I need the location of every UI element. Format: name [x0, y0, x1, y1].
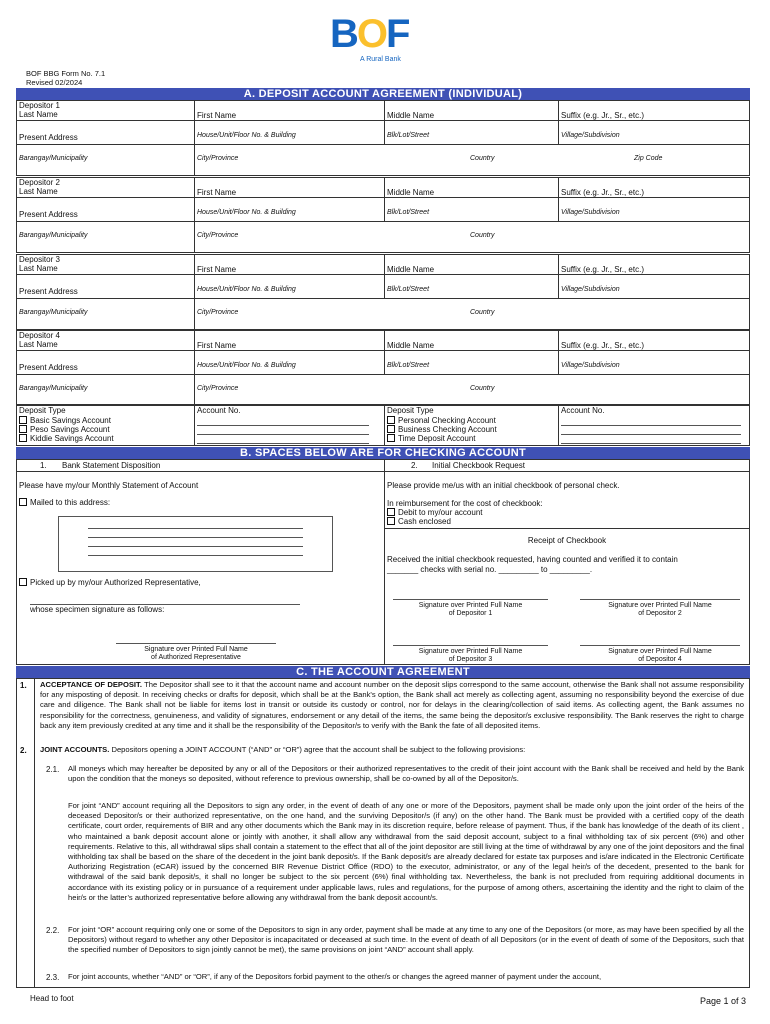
sig-dep2-line1: Signature over Printed Full Name	[608, 602, 712, 609]
kiddie-savings-option[interactable]: Kiddie Savings Account	[19, 434, 114, 443]
section-b-title: B. SPACES BELOW ARE FOR CHECKING ACCOUNT	[16, 447, 750, 459]
blk-label: Blk/Lot/Street	[387, 209, 430, 216]
kiddie-savings-checkbox[interactable]	[19, 434, 27, 442]
depositor-heading: Depositor 3	[19, 255, 60, 264]
barangay-label: Barangay/Municipality	[19, 385, 88, 392]
mailed-checkbox[interactable]	[19, 498, 27, 506]
received-line2: _______ checks with serial no. _________ to _________.	[387, 565, 593, 574]
bof-logo	[330, 14, 440, 66]
house-label: House/Unit/Floor No. & Building	[197, 286, 296, 293]
form-no-text: BOF BBG Form No. 7.1	[26, 69, 106, 78]
item1-title: Bank Statement Disposition	[62, 461, 161, 470]
sig-auth-line1: Signature over Printed Full Name	[144, 646, 248, 653]
suffix-label: Suffix (e.g. Jr., Sr., etc.)	[561, 341, 644, 350]
debit-checkbox[interactable]	[387, 508, 395, 516]
specimen-text: whose specimen signature as follows:	[30, 605, 165, 614]
first-name-label: First Name	[197, 111, 237, 120]
footer-left: Head to foot	[30, 994, 74, 1003]
first-name-label: First Name	[197, 188, 237, 197]
personal-checking-checkbox[interactable]	[387, 416, 395, 424]
business-checking-checkbox[interactable]	[387, 425, 395, 433]
last-name-label: Last Name	[19, 187, 58, 196]
deposit-type-label-right: Deposit Type	[387, 406, 434, 415]
p1-paragraph	[40, 680, 744, 731]
present-address-label: Present Address	[19, 133, 78, 142]
receipt-title: Receipt of Checkbook	[527, 536, 607, 545]
village-label: Village/Subdivision	[561, 286, 620, 293]
p22-text: For joint “OR” account requiring only one or some of the Depositors to sign in any order, payment shall be made at any time to any one of the Depositors (or more, as may have been specified by all the Depositors) without regard to whether any other Depositor is incapacitated or deceased at such time. In the event of death of all Depositors (or in the event of death of some of the Depositors, such that the specified number of Depositors to sign jointly cannot be met), the same provisions on joint “AND” account shall apply.	[68, 925, 744, 955]
p21b-text: For joint “AND” account requiring all the Depositors to sign any order, in the event of death of any one or more of the Depositors, payment shall be made only upon the joint order of the heirs of the deceased Depositor/s or their authorized representative, on the one hand, and the surviving Depositor/s (if any) on the other hand. The Bank must be provided with a certified copy of the death certificate, court order, requirements of BIR and any other documents which the Bank may in its discretion require, before release of payment. Thus, if the bank has knowledge of the death of its client , who maintained a bank deposit account alone or jointly with another, it shall allow any withdrawal from the said deposit account, subject to a final withholding tax of six percent (6%) and other requirements. Relative to this, all withdrawal slips shall contain a statement to the effect that all of the joint depositor are still living at the time of withdrawal by any one of the joint depositors and the final withholding tax shall be based on the share of the decedent in the joint bank deposit/s. If the Bank deposit/s are already declared for estate tax purposes and is/are indicated in the Electronic Certificate Authorizing Registration (eCAR) issued by the concerned BIR Revenue District Office (RDO) to the executor, administrator, or any of the legal heir/s of the decedent, presented to the bank for withdrawal of the said bank deposit/s, it shall no longer be subject to the six percent (6%) final withholding tax. Nevertheless, the bank is not precluded from requiring additional documents in accordance with its existing policy or in pursuance of a requirement under applicable laws, rules and regulations, for the purpose of among others, ascertaining the identity and the right to claim of the heir/s or the latter’s authorized representative before allowing any withdrawal from the bank deposit account/s.	[68, 801, 744, 902]
middle-name-label: Middle Name	[387, 111, 435, 120]
middle-name-label: Middle Name	[387, 341, 435, 350]
monthly-statement-text: Please have my/our Monthly Statement of Account	[19, 481, 199, 490]
account-no-label-left: Account No.	[197, 406, 241, 415]
sig-dep3-line2: of Depositor 3	[448, 656, 493, 663]
city-label: City/Province	[197, 155, 239, 162]
item2-num: 2.	[411, 461, 418, 470]
section-a-title: A. DEPOSIT ACCOUNT AGREEMENT (INDIVIDUAL)	[16, 88, 750, 100]
account-no-label-right: Account No.	[561, 406, 605, 415]
city-label: City/Province	[197, 232, 239, 239]
suffix-label: Suffix (e.g. Jr., Sr., etc.)	[561, 265, 644, 274]
section-c-title: C. THE ACCOUNT AGREEMENT	[16, 666, 750, 678]
p2-head: JOINT ACCOUNTS.	[40, 745, 110, 754]
city-label: City/Province	[197, 309, 239, 316]
picked-up-checkbox[interactable]	[19, 578, 27, 586]
sig-dep1-line2: of Depositor 1	[448, 610, 493, 617]
sig-dep2-line2: of Depositor 2	[638, 610, 682, 617]
barangay-label: Barangay/Municipality	[19, 309, 88, 316]
blk-label: Blk/Lot/Street	[387, 132, 430, 139]
logo-tagline: A Rural Bank	[360, 56, 401, 63]
last-name-label: Last Name	[19, 340, 58, 349]
cash-checkbox[interactable]	[387, 517, 395, 525]
depositor-heading: Depositor 1	[19, 101, 60, 110]
p2-text: Depositors opening a JOINT ACCOUNT (“AND” or “OR”) agree that the account shall be subject to the following provisions:	[111, 745, 526, 754]
item1-num: 1.	[40, 461, 47, 470]
middle-name-label: Middle Name	[387, 188, 435, 197]
sig-auth-line2: of Authorized Representative	[151, 654, 241, 661]
provide-me-text: Please provide me/us with an initial checkbook of personal check.	[387, 481, 620, 490]
p1-text: The Depositor shall see to it that the account name and account number on the deposit slips correspond to the same account, otherwise the Bank shall not assume responsibility for any misposting of deposit. In receiving checks or drafts for deposit, which shall be at the Bank's option, the Bank shall act merely as collecting agent, assuming no responsibility beyond the exercise of due care and diligence. The Bank shall not be liable for items lost in transit or outside its custody or control, nor for delays in the clearing/collection of said items. As collecting agent, the Bank assumes no responsibility for the correctness, genuineness, and validity of signatures, endorsement or any detail of the items, the same being the depositor/s exclusive responsibility. The Bank reserves the right to charge back any item previously credited at any time and it shall be the responsibility of the Depositor/s to verify with the Bank the fate of all deposited items.	[40, 680, 744, 730]
time-deposit-option[interactable]: Time Deposit Account	[387, 434, 476, 443]
logo-text: BOF	[330, 12, 409, 56]
city-label: City/Province	[197, 385, 239, 392]
p2-paragraph	[40, 745, 744, 755]
village-label: Village/Subdivision	[561, 362, 620, 369]
present-address-label: Present Address	[19, 287, 78, 296]
basic-savings-option[interactable]: Basic Savings Account	[19, 416, 111, 425]
peso-savings-option[interactable]: Peso Savings Account	[19, 425, 110, 434]
picked-up-option[interactable]: Picked up by my/our Authorized Representative,	[19, 578, 201, 587]
village-label: Village/Subdivision	[561, 132, 620, 139]
depositor-heading: Depositor 4	[19, 331, 60, 340]
mailed-option[interactable]: Mailed to this address:	[19, 498, 110, 507]
received-line1: Received the initial checkbook requested, having counted and verified it to contain	[387, 555, 678, 564]
blk-label: Blk/Lot/Street	[387, 362, 430, 369]
last-name-label: Last Name	[19, 264, 58, 273]
middle-name-label: Middle Name	[387, 265, 435, 274]
country-label: Country	[470, 385, 495, 392]
depositor-heading: Depositor 2	[19, 178, 60, 187]
time-deposit-checkbox[interactable]	[387, 434, 395, 442]
mailing-address-box[interactable]	[58, 516, 333, 572]
barangay-label: Barangay/Municipality	[19, 155, 88, 162]
personal-checking-option[interactable]: Personal Checking Account	[387, 416, 496, 425]
sig-dep1-line1: Signature over Printed Full Name	[418, 602, 523, 609]
item2-title: Initial Checkbook Request	[432, 461, 525, 470]
country-label: Country	[470, 155, 495, 162]
page-number: Page 1 of 3	[700, 996, 747, 1006]
sig-dep3-line1: Signature over Printed Full Name	[418, 648, 523, 655]
present-address-label: Present Address	[19, 210, 78, 219]
sig-dep4-line1: Signature over Printed Full Name	[608, 648, 712, 655]
country-label: Country	[470, 309, 495, 316]
p21-text: All moneys which may hereafter be deposited by any or all of the Depositors or their authorized representatives to the credit of their joint account with the Bank shall be received and held by the Bank upon the condition that the moneys so deposited, without reference to previous ownership, shall be co-owned by all of the Depositor/s.	[68, 764, 744, 784]
suffix-label: Suffix (e.g. Jr., Sr., etc.)	[561, 111, 644, 120]
form-number	[26, 69, 105, 87]
village-label: Village/Subdivision	[561, 209, 620, 216]
peso-savings-checkbox[interactable]	[19, 425, 27, 433]
blk-label: Blk/Lot/Street	[387, 286, 430, 293]
first-name-label: First Name	[197, 265, 237, 274]
p1-head: ACCEPTANCE OF DEPOSIT.	[40, 680, 142, 689]
zip-label: Zip Code	[634, 155, 663, 162]
house-label: House/Unit/Floor No. & Building	[197, 362, 296, 369]
p2-num: 2.	[20, 746, 27, 755]
deposit-type-label-left: Deposit Type	[19, 406, 66, 415]
cash-option[interactable]: Cash enclosed	[387, 517, 451, 526]
reimbursement-text: In reimbursement for the cost of checkbook:	[387, 499, 543, 508]
house-label: House/Unit/Floor No. & Building	[197, 209, 296, 216]
p21-num: 2.1.	[46, 765, 60, 774]
p22-num: 2.2.	[46, 926, 60, 935]
house-label: House/Unit/Floor No. & Building	[197, 132, 296, 139]
p1-num: 1.	[20, 681, 27, 690]
p23-text: For joint accounts, whether “AND” or “OR”, if any of the Depositors forbid payment to the other/s or changes the agreed manner of payment under the account,	[68, 972, 602, 981]
suffix-label: Suffix (e.g. Jr., Sr., etc.)	[561, 188, 644, 197]
basic-savings-checkbox[interactable]	[19, 416, 27, 424]
present-address-label: Present Address	[19, 363, 78, 372]
revised-text: Revised 02/2024	[26, 78, 83, 87]
p23-num: 2.3.	[46, 973, 60, 982]
country-label: Country	[470, 232, 495, 239]
business-checking-option[interactable]: Business Checking Account	[387, 425, 497, 434]
sig-dep4-line2: of Depositor 4	[638, 656, 682, 663]
barangay-label: Barangay/Municipality	[19, 232, 88, 239]
first-name-label: First Name	[197, 341, 237, 350]
last-name-label: Last Name	[19, 110, 58, 119]
debit-option[interactable]: Debit to my/our account	[387, 508, 482, 517]
